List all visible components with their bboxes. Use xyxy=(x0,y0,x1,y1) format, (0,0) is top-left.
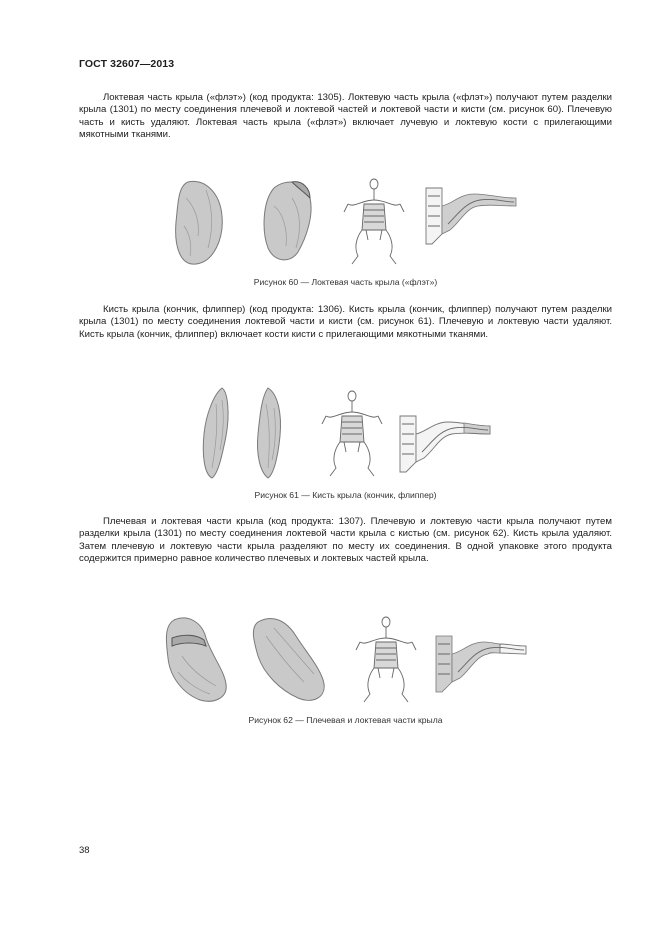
paragraph-product-1305: Локтевая часть крыла («флэт») (код продукта: 1305). Локтевую часть крыла («флэт») получают путем разделки крыла (1301) по месту соединения плечевой и локтевой частей и локтевой части и кисти (см. рисунок 60). Плечевую часть и кисть удаляют. Локтевая часть крыла («флэт») включает лучевую и локтевую кости с прилегающими мякотными тканями. xyxy=(79,92,612,141)
wing-flat-photo-2 xyxy=(264,182,311,260)
caption-figure-62: Рисунок 62 — Плечевая и локтевая части крыла xyxy=(248,715,443,725)
paragraph-product-1306: Кисть крыла (кончик, флиппер) (код продукта: 1306). Кисть крыла (кончик, флиппер) получают путем разделки крыла (1301) по месту соединения локтевой части и кисти (см. рисунок 61). Плечевую и локтевую части удаляют. Кисть крыла (кончик, флиппер) включает кости кисти с прилегающими мякотными тканями. xyxy=(79,304,612,340)
wing-flat-section-diagram xyxy=(426,188,516,244)
wing-tip-photo-1 xyxy=(203,388,228,478)
document-header: ГОСТ 32607—2013 xyxy=(79,58,175,70)
chicken-skeleton-diagram xyxy=(344,179,404,264)
caption-figure-61: Рисунок 61 — Кисть крыла (кончик, флиппер) xyxy=(254,490,437,500)
chicken-skeleton-diagram xyxy=(322,391,382,476)
wing-flat-photo-1 xyxy=(176,181,223,264)
figure-62 xyxy=(162,612,542,710)
figure-61 xyxy=(190,384,510,482)
paragraph-product-1307: Плечевая и локтевая части крыла (код продукта: 1307). Плечевую и локтевую части крыла получают путем разделки крыла (1301) по месту соединения локтевой части крыла с кистью (см. рисунок 62). Кисть крыла удаляют. Затем плечевую и локтевую части крыла разделяют по месту их соединения. В одной упаковке этого продукта содержится примерно равное количество плечевых и локтевых частей крыла. xyxy=(79,516,612,565)
figure-60 xyxy=(170,176,530,268)
drumette-photo xyxy=(166,618,226,701)
drumette-flat-section-diagram xyxy=(436,636,526,692)
chicken-skeleton-diagram xyxy=(356,617,416,702)
wing-tip-photo-2 xyxy=(257,388,280,478)
wing-tip-section-diagram xyxy=(400,416,490,472)
page-number: 38 xyxy=(79,845,90,856)
caption-figure-60: Рисунок 60 — Локтевая часть крыла («флэт») xyxy=(253,277,438,287)
wing-flat-photo xyxy=(253,618,324,700)
